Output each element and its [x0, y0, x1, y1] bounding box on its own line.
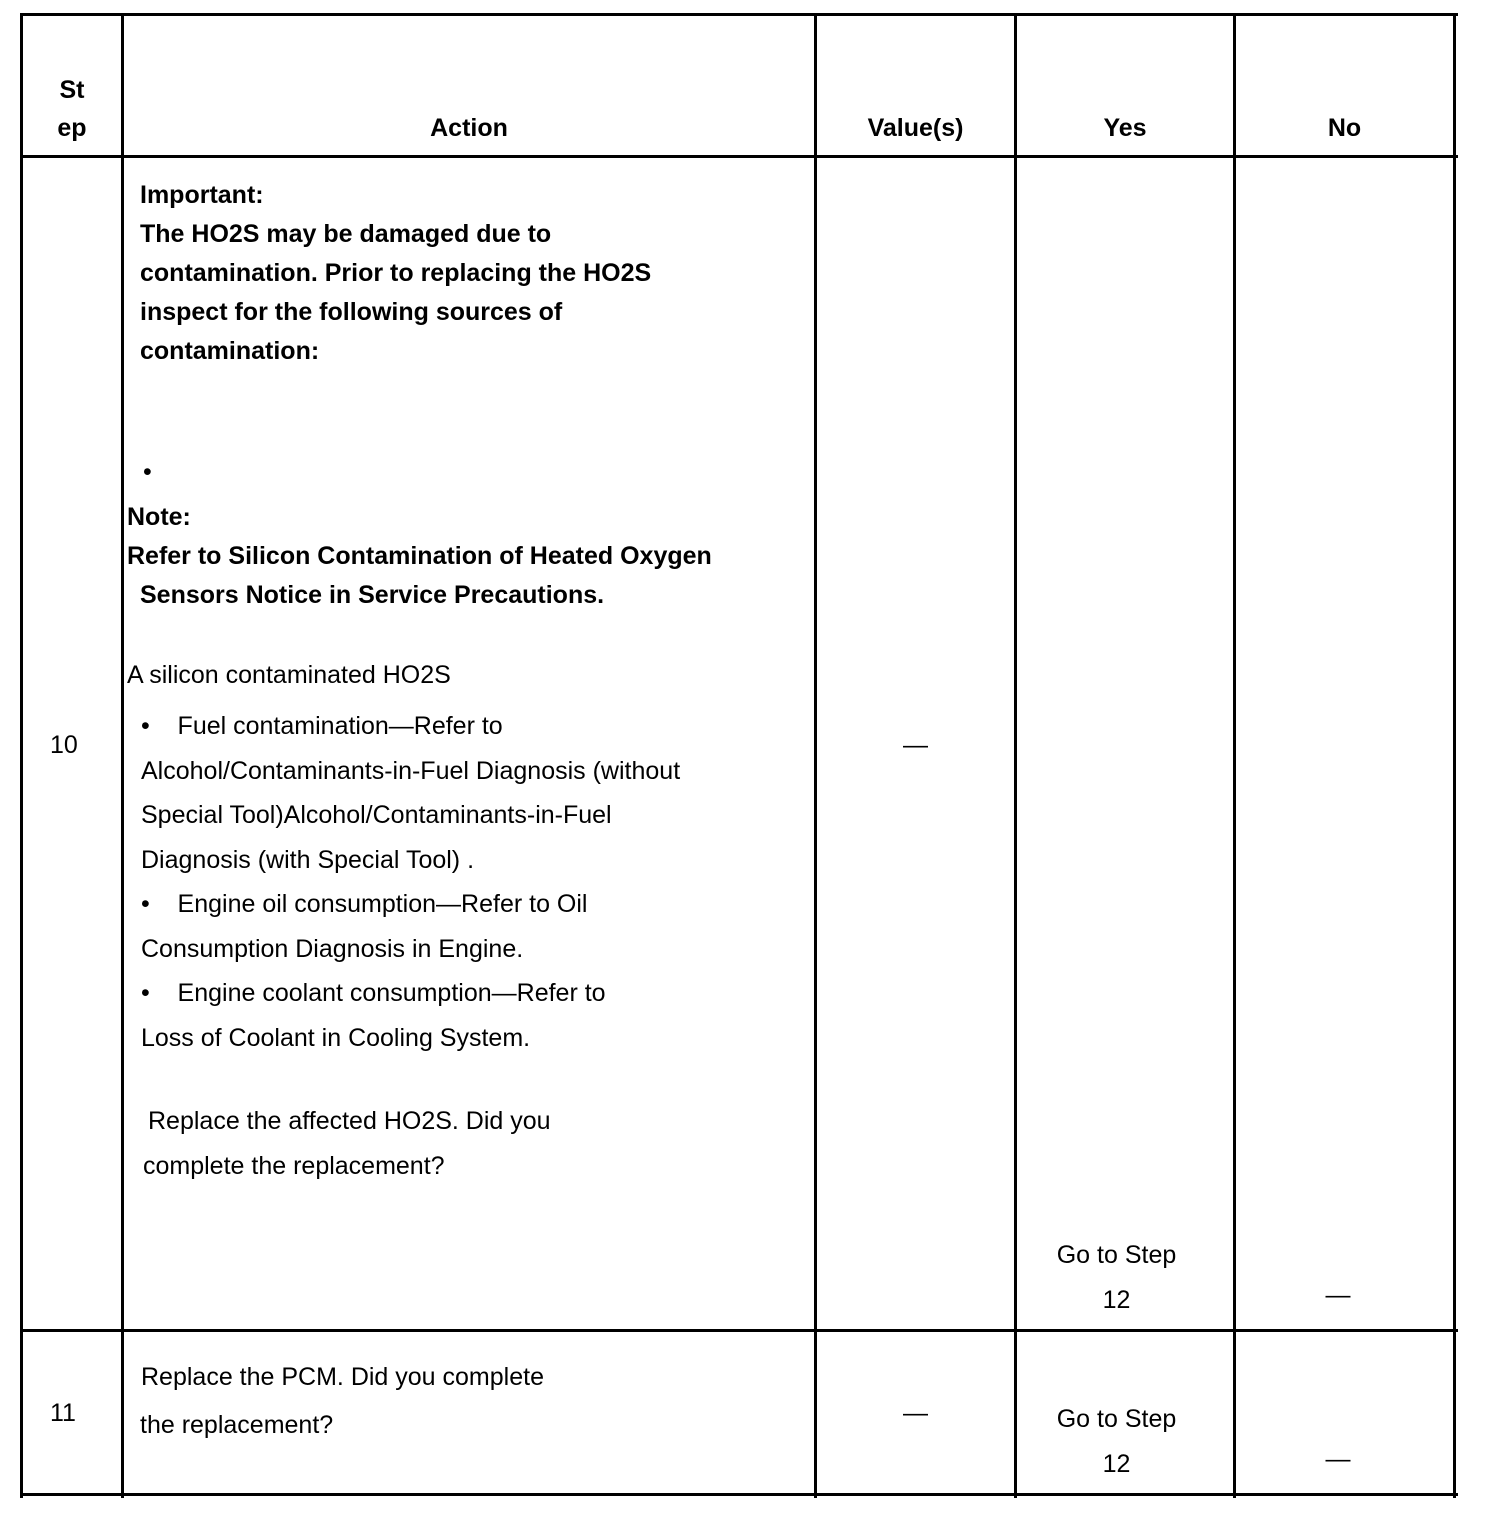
list-item: [141, 882, 680, 927]
note-block: [127, 498, 712, 615]
header-action: Action: [430, 114, 508, 142]
row-divider: [20, 1329, 1458, 1332]
list-item: [141, 704, 680, 749]
column-divider-yes: [1233, 13, 1236, 1498]
note-line: Sensors Notice in Service Precautions.: [140, 581, 605, 609]
important-line: contamination. Prior to replacing the HO2S: [140, 259, 652, 287]
header-step-line2: ep: [57, 114, 87, 142]
important-line: The HO2S may be damaged due to: [140, 220, 552, 248]
table-border-right: [1453, 13, 1456, 1498]
action-cell: [140, 1353, 543, 1449]
important-line: inspect for the following sources of: [140, 298, 563, 326]
header-no: No: [1327, 114, 1362, 142]
header-step-line1: St: [59, 76, 85, 104]
action-line: the replacement?: [140, 1411, 334, 1439]
no-cell: —: [1325, 1281, 1351, 1309]
contamination-list: [141, 704, 680, 1060]
note-title: Note:: [127, 503, 191, 531]
question-line: Replace the affected HO2S. Did you: [148, 1107, 551, 1135]
no-cell: —: [1325, 1445, 1351, 1473]
yes-line: 12: [1102, 1449, 1131, 1478]
header-yes: Yes: [1103, 114, 1147, 142]
list-item-text: Special Tool)Alcohol/Contaminants-in-Fuel: [141, 801, 612, 829]
question-block: [143, 1099, 551, 1188]
important-line: contamination:: [140, 337, 320, 365]
list-item: [141, 971, 680, 1016]
list-intro: A silicon contaminated HO2S: [127, 661, 451, 689]
step-number: 11: [50, 1399, 76, 1427]
bullet-marker: •: [141, 890, 178, 918]
table-border-bottom: [20, 1493, 1458, 1496]
step-number: 10: [50, 731, 78, 759]
important-title: Important:: [140, 181, 264, 209]
column-divider-step: [121, 13, 124, 1498]
header-divider: [20, 155, 1458, 158]
yes-line: Go to Step: [1056, 1241, 1177, 1269]
list-item-text: Engine oil consumption—Refer to Oil: [177, 890, 588, 918]
bullet-marker: •: [141, 712, 178, 740]
yes-cell: [1017, 1397, 1216, 1486]
important-block: [140, 176, 651, 371]
table-border-top: [20, 13, 1458, 16]
header-values: Value(s): [867, 114, 964, 142]
bullet-marker: •: [143, 458, 152, 486]
yes-cell: [1017, 1233, 1216, 1322]
list-item-text: Alcohol/Contaminants-in-Fuel Diagnosis (without: [141, 756, 681, 785]
note-line: Refer to Silicon Contamination of Heated Oxygen: [127, 542, 712, 570]
yes-line: 12: [1102, 1285, 1131, 1314]
list-item-text: Consumption Diagnosis in Engine.: [141, 934, 524, 963]
list-item-text: Fuel contamination—Refer to: [177, 712, 503, 740]
values-cell: —: [903, 731, 928, 759]
bullet-marker: •: [141, 979, 178, 1007]
yes-line: Go to Step: [1056, 1405, 1177, 1433]
question-line: complete the replacement?: [143, 1151, 445, 1180]
list-item-text: Loss of Coolant in Cooling System.: [141, 1023, 531, 1052]
list-item-text: Diagnosis (with Special Tool) .: [141, 845, 475, 874]
values-cell: —: [903, 1399, 928, 1427]
list-item-text: Engine coolant consumption—Refer to: [177, 979, 606, 1007]
action-line: Replace the PCM. Did you complete: [141, 1363, 544, 1391]
table-border-left: [20, 13, 23, 1498]
